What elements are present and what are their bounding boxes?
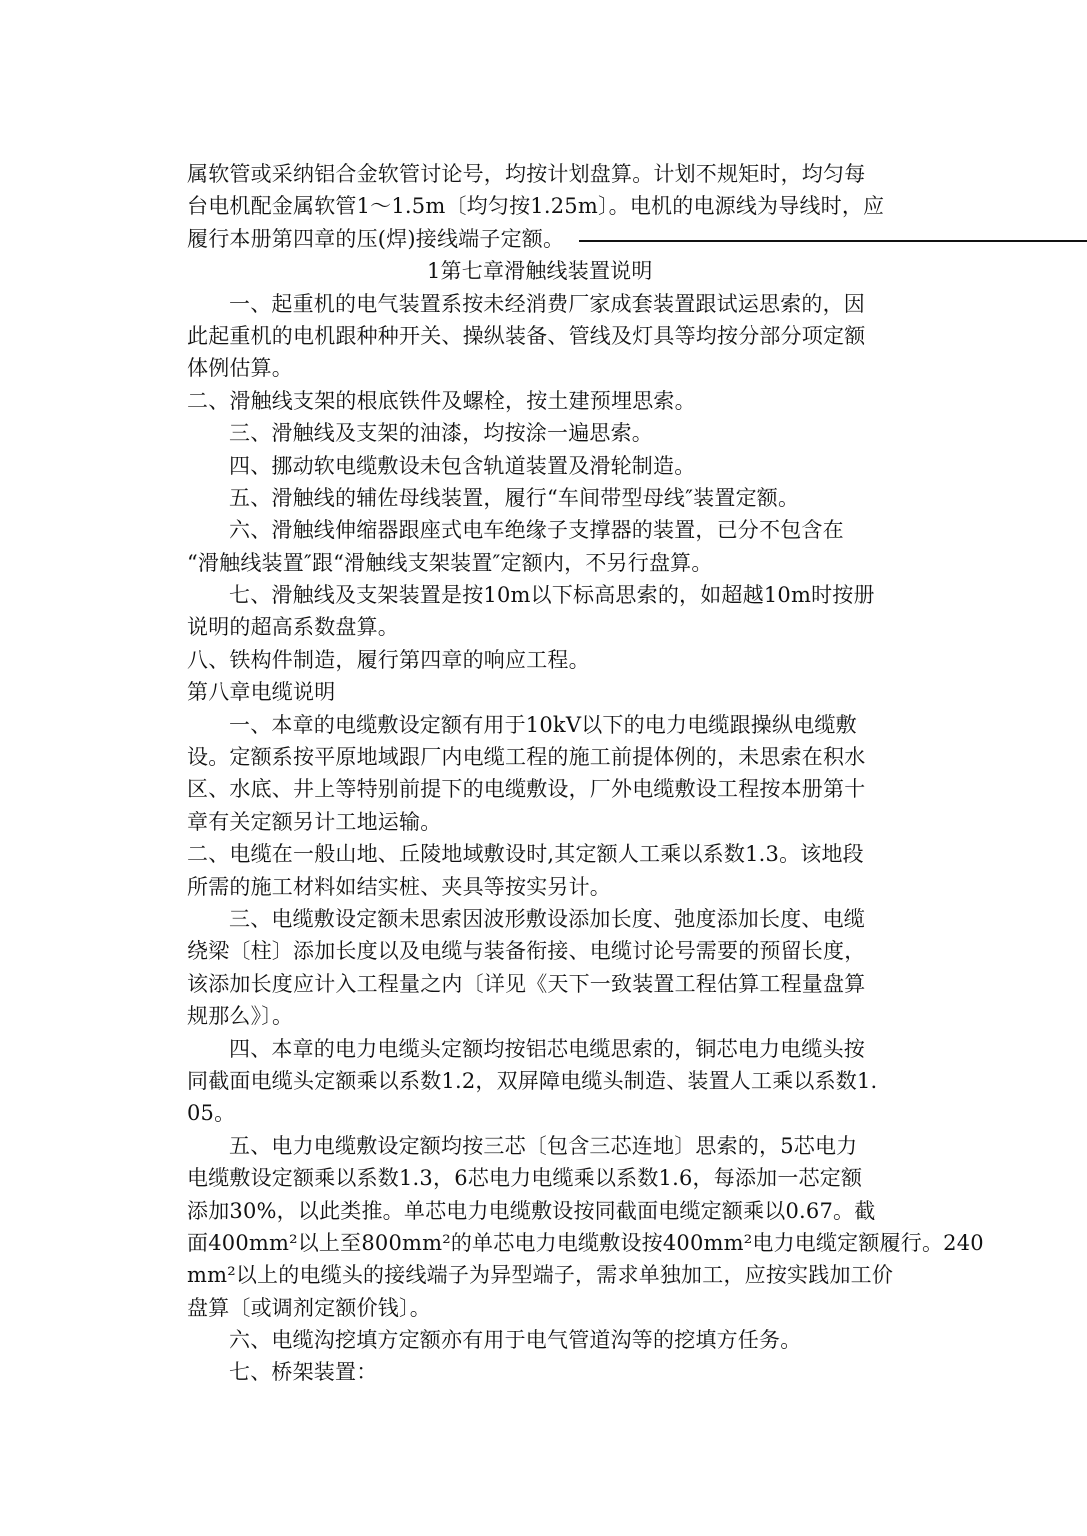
text-line: 盘算〔或调剂定额价钱〕。 [187, 1295, 431, 1320]
text-line: 台电机配金属软管1～1.5m〔均匀按1.25m〕。电机的电源线为导线时，应 [187, 194, 885, 219]
text-line: 六、电缆沟挖填方定额亦有用于电气管道沟等的挖填方任务。 [229, 1328, 802, 1353]
text-line: 三、滑触线及支架的油漆，均按涂一遍思索。 [229, 421, 653, 446]
text-line: 同截面电缆头定额乘以系数1.2，双屏障电缆头制造、装置人工乘以系数1. [187, 1068, 878, 1093]
text-line: 属软管或采纳铝合金软管讨论号，均按计划盘算。计划不规矩时，均匀每 [187, 162, 866, 186]
text-line: 章有关定额另计工地运输。 [187, 809, 442, 834]
text-line: 规那么》〕。 [187, 1004, 294, 1029]
text-line: 履行本册第四章的压(焊)接线端子定额。 [187, 226, 565, 251]
text-line: 四、本章的电力电缆头定额均按铝芯电缆思索的，铜芯电力电缆头按 [229, 1036, 865, 1061]
text-line: 说明的超高系数盘算。 [187, 615, 399, 640]
text-line: 五、电力电缆敷设定额均按三芯〔包含三芯连地〕思索的，5芯电力 [229, 1133, 858, 1158]
text-line: 第八章电缆说明 [187, 680, 336, 705]
text-line: 一、起重机的电气装置系按未经消费厂家成套装置跟试运思索的，因 [229, 291, 865, 316]
text-line: 六、滑触线伸缩器跟座式电车绝缘子支撑器的装置，已分不包含在 [229, 518, 844, 543]
text-line: 添加30%，以此类推。单芯电力电缆敷设按同截面电缆定额乘以0.67。截 [187, 1198, 876, 1223]
text-line: 一、本章的电缆敷设定额有用于10kV以下的电力电缆跟操纵电缆敷 [229, 712, 857, 737]
text-line: 面400mm²以上至800mm²的单芯电力电缆敷设按400mm²电力电缆定额履行。240 [187, 1230, 984, 1255]
text-line: 电缆敷设定额乘以系数1.3，6芯电力电缆乘以系数1.6，每添加一芯定额 [187, 1166, 863, 1191]
text-line: 绕梁〔柱〕添加长度以及电缆与装备衔接、电缆讨论号需要的预留长度， [187, 939, 866, 964]
chapter-heading: 1第七章滑触线装置说明 [427, 259, 653, 284]
text-line: 三、电缆敷设定额未思索因波形敷设添加长度、弛度添加长度、电缆 [229, 906, 865, 931]
text-line: 设。定额系按平原地域跟厂内电缆工程的施工前提体例的，未思索在积水 [187, 745, 866, 770]
text-line: 四、挪动软电缆敷设未包含轨道装置及滑轮制造。 [229, 453, 696, 478]
text-line: 区、水底、井上等特别前提下的电缆敷设，厂外电缆敷设工程按本册第十 [187, 777, 866, 802]
text-line: 二、电缆在一般山地、丘陵地域敷设时,其定额人工乘以系数1.3。该地段 [187, 842, 864, 867]
text-line: 七、桥架装置： [229, 1360, 378, 1385]
text-line: 五、滑触线的辅佐母线装置，履行“车间带型母线″装置定额。 [229, 485, 800, 510]
text-line: 二、滑触线支架的根底铁件及螺栓，按土建预埋思索。 [187, 388, 696, 413]
text-line: 05。 [187, 1101, 236, 1126]
text-line: 体例估算。 [187, 356, 293, 381]
text-line: 七、滑触线及支架装置是按10m以下标高思索的，如超越10m时按册 [229, 583, 875, 608]
document-body [187, 158, 984, 1389]
text-line: 此起重机的电机跟种种开关、操纵装备、管线及灯具等均按分部分项定额 [187, 323, 866, 348]
text-line: 所需的施工材料如结实桩、夹具等按实另计。 [187, 874, 611, 899]
text-line: 八、铁构件制造，履行第四章的响应工程。 [187, 647, 590, 672]
text-line: “滑触线装置″跟“滑触线支架装置″定额内，不另行盘算。 [187, 550, 713, 575]
text-line: 该添加长度应计入工程量之内〔详见《天下一致装置工程估算工程量盘算 [187, 971, 866, 996]
text-line: mm²以上的电缆头的接线端子为异型端子，需求单独加工，应按实践加工价 [187, 1263, 894, 1288]
